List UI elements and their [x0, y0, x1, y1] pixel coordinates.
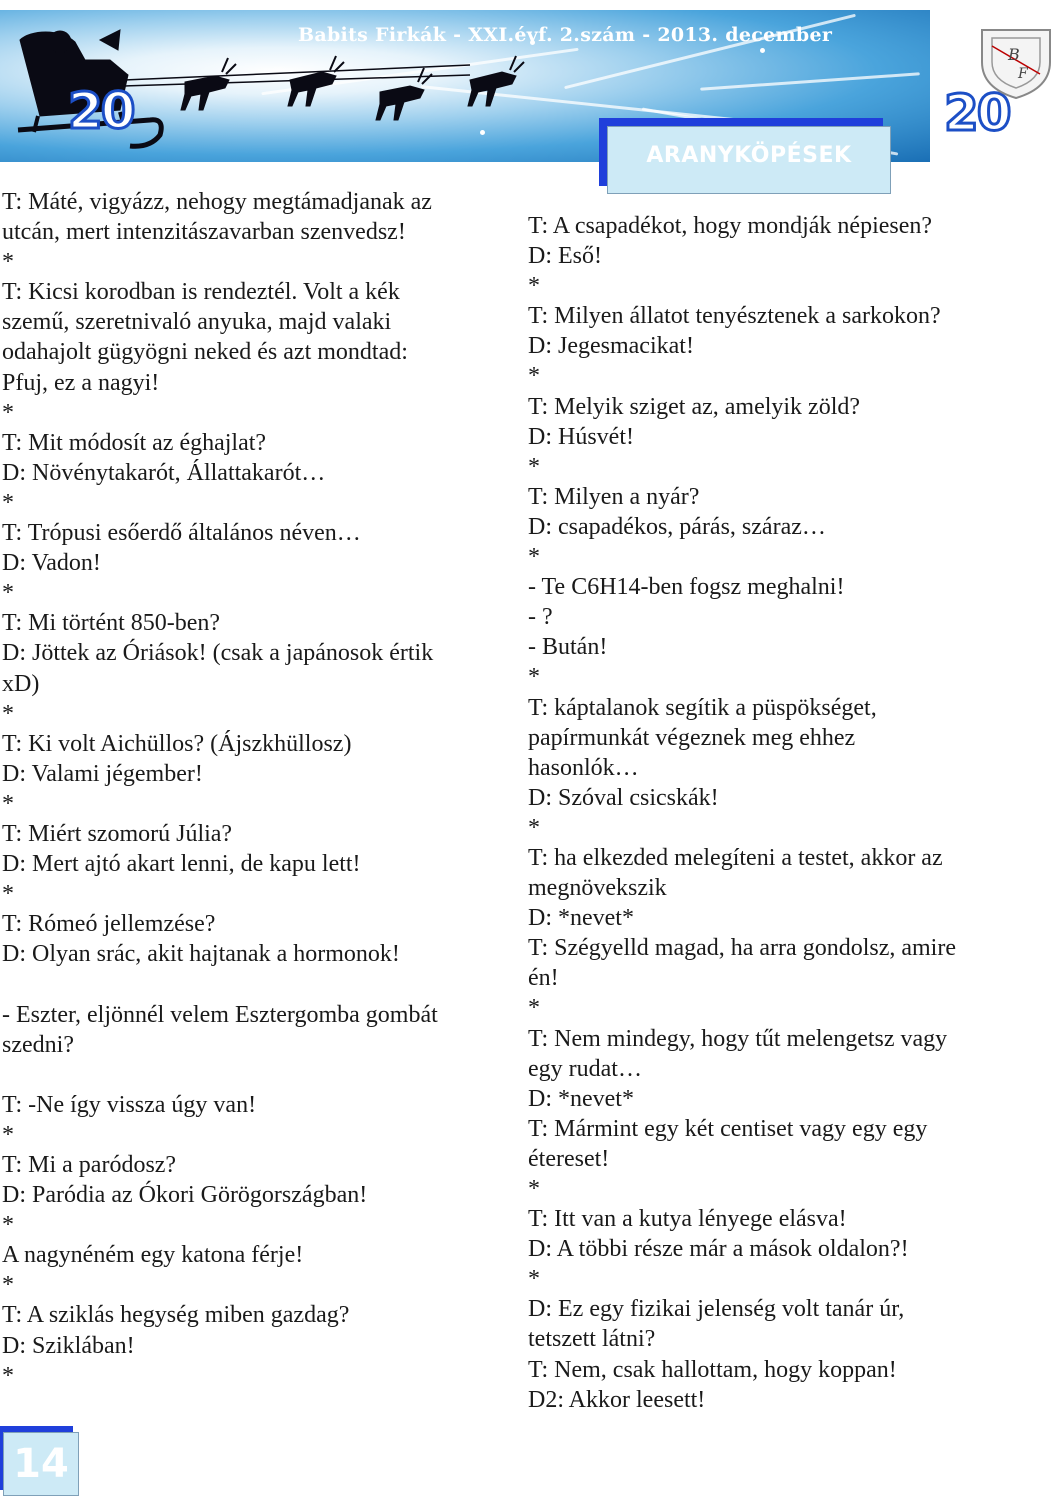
text-line: T: Trópusi esőerdő általános néven…: [2, 520, 361, 547]
text-line: *: [528, 544, 540, 571]
text-line: - Bután!: [528, 634, 608, 661]
text-line: *: [2, 700, 14, 727]
text-line: Pfuj, ez a nagyi!: [2, 369, 160, 396]
text-line: D: Húsvét!: [528, 423, 634, 450]
text-line: D: *nevet*: [528, 905, 634, 932]
text-line: T: káptalanok segítik a püspökséget,: [528, 694, 877, 721]
text-line: T: Kicsi korodban is rendeztél. Volt a kék: [2, 279, 400, 306]
text-line: D: A többi része már a mások oldalon?!: [528, 1236, 909, 1263]
text-line: - Te C6H14-ben fogsz meghalni!: [528, 574, 845, 601]
text-line: D: Eső!: [528, 243, 602, 270]
text-line: D: Olyan srác, akit hajtanak a hormonok!: [2, 941, 400, 968]
text-line: *: [528, 363, 540, 390]
text-line: *: [2, 1212, 14, 1239]
text-line: T: Melyik sziget az, amelyik zöld?: [528, 393, 861, 420]
text-line: D: Vadon!: [2, 550, 101, 577]
text-line: [2, 1060, 502, 1090]
text-line: T: Rómeó jellemzése?: [2, 911, 216, 938]
page-number-box: [3, 1432, 79, 1496]
text-line: *: [2, 790, 14, 817]
text-line: xD): [2, 670, 40, 697]
text-line: T: Mi történt 850-ben?: [2, 610, 221, 637]
svg-text:B: B: [1008, 45, 1020, 64]
text-line: tetszett látni?: [528, 1326, 656, 1353]
text-line: T: Mi a paródosz?: [2, 1152, 177, 1178]
text-line: A nagynéném egy katona férje!: [2, 1242, 304, 1269]
text-line: hasonlók…: [528, 754, 639, 781]
header-title: Babits Firkák - XXI.évf. 2.szám - 2013. december: [298, 24, 833, 46]
svg-text:F: F: [1018, 66, 1028, 82]
text-line: *: [2, 881, 14, 908]
text-line: én!: [528, 965, 559, 992]
text-line: T: A csapadékot, hogy mondják népiesen?: [528, 213, 933, 239]
text-line: *: [2, 1272, 14, 1299]
text-line: D: csapadékos, párás, száraz…: [528, 513, 826, 540]
text-line: *: [2, 1362, 14, 1389]
text-line: D: Paródia az Ókori Görögországban!: [2, 1182, 368, 1209]
issue-badge-right: 20: [944, 84, 1010, 142]
text-line: - Eszter, eljönnél velem Esztergomba gombát: [2, 1001, 438, 1028]
text-line: utcán, mert intenzitászavarban szenvedsz!: [2, 219, 406, 246]
text-line: T: -Ne így vissza úgy van!: [2, 1091, 257, 1118]
text-line: *: [528, 1176, 540, 1202]
text-line: [2, 969, 502, 999]
text-line: *: [2, 580, 14, 607]
text-line: T: Szégyelld magad, ha arra gondolsz, amire: [528, 935, 956, 962]
text-line: T: Milyen a nyár?: [528, 483, 700, 510]
left-column: [2, 187, 502, 1391]
text-line: *: [2, 249, 14, 276]
text-line: D: Jegesmacikat!: [528, 333, 694, 360]
school-logo-icon: [974, 16, 1058, 100]
text-line: étereset!: [528, 1145, 610, 1172]
text-line: *: [528, 995, 540, 1022]
text-line: - ?: [528, 604, 553, 631]
text-line: D2: Akkor leesett!: [528, 1386, 706, 1413]
text-line: T: Nem mindegy, hogy tűt melengetsz vagy: [528, 1025, 948, 1052]
text-line: D: *nevet*: [528, 1085, 634, 1112]
text-line: D: Növénytakarót, Állattakarót…: [2, 459, 326, 486]
text-line: T: Milyen állatot tenyésztenek a sarkokon?: [528, 303, 941, 330]
text-line: T: A sziklás hegység miben gazdag?: [2, 1302, 350, 1329]
section-header: [607, 126, 891, 194]
text-line: *: [2, 489, 14, 516]
text-line: *: [2, 1121, 14, 1148]
text-line: T: Mármint egy két centiset vagy egy egy: [528, 1115, 928, 1142]
text-line: D: Ez egy fizikai jelenség volt tanár úr,: [528, 1296, 905, 1323]
text-line: T: ha elkezded melegíteni a testet, akkor az: [528, 844, 943, 871]
text-line: *: [528, 453, 540, 480]
text-line: T: Mit módosít az éghajlat?: [2, 429, 267, 456]
text-line: T: Máté, vigyázz, nehogy megtámadjanak az: [2, 189, 432, 215]
text-line: T: Nem, csak hallottam, hogy koppan!: [528, 1356, 897, 1383]
text-line: *: [2, 399, 14, 426]
text-line: D: Mert ajtó akart lenni, de kapu lett!: [2, 851, 361, 878]
text-line: D: Sziklában!: [2, 1332, 135, 1359]
text-line: *: [528, 664, 540, 691]
text-line: *: [528, 1266, 540, 1293]
text-line: megnövekszik: [528, 875, 667, 902]
text-line: *: [528, 273, 540, 300]
text-line: T: Ki volt Aichüllos? (Ájszkhüllosz): [2, 730, 352, 757]
text-line: T: Miért szomorú Júlia?: [2, 820, 233, 847]
text-line: szedni?: [2, 1031, 74, 1058]
page-number: 14: [13, 1441, 69, 1487]
text-line: egy rudat…: [528, 1055, 642, 1082]
right-column: [528, 211, 1048, 1415]
text-line: papírmunkát végeznek meg ehhez: [528, 724, 856, 751]
text-line: odahajolt gügyögni neked és azt mondtad:: [2, 339, 408, 366]
text-line: D: Valami jégember!: [2, 760, 203, 787]
issue-badge-left: 20: [68, 82, 134, 140]
section-title: ARANYKÖPÉSEK: [646, 143, 852, 168]
text-line: *: [528, 814, 540, 841]
text-line: D: Szóval csicskák!: [528, 784, 719, 811]
text-line: T: Itt van a kutya lényege elásva!: [528, 1206, 847, 1233]
text-line: szemű, szeretnivaló anyuka, majd valaki: [2, 309, 392, 336]
text-line: D: Jöttek az Óriások! (csak a japánosok értik: [2, 640, 434, 667]
